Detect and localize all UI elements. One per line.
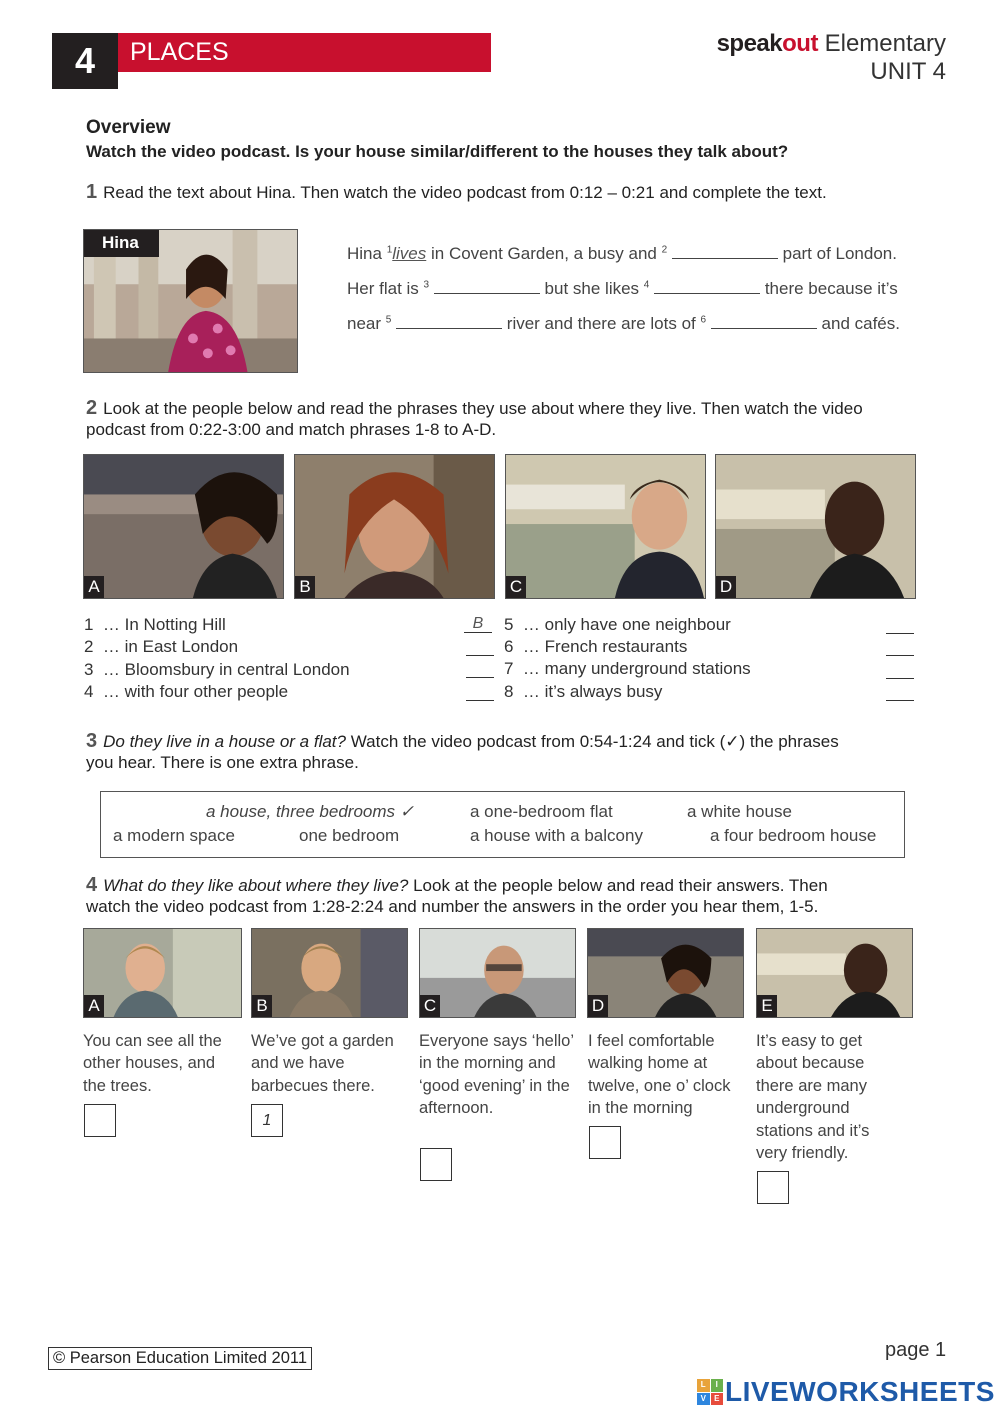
- answer-text-e: It’s easy to get about because there are many underground stations and it’s very friendly.: [756, 1032, 870, 1163]
- answer-text-b: We’ve got a garden and we have barbecues there.: [251, 1032, 394, 1095]
- order-box-a[interactable]: [84, 1104, 116, 1137]
- ex1-line3: [347, 314, 900, 334]
- item-text: … Bloomsbury in central London: [102, 660, 350, 679]
- list-item: [504, 659, 751, 679]
- phrase-option[interactable]: a one-bedroom flat: [470, 802, 613, 821]
- ex4-photo-e: [756, 928, 913, 1018]
- liveworksheets-text: LIVEWORKSHEETS: [725, 1376, 995, 1407]
- match-answer-2[interactable]: [466, 639, 494, 656]
- match-answer-4[interactable]: [466, 684, 494, 701]
- phrase-option[interactable]: a white house: [687, 802, 792, 821]
- ex2-photo-b: [294, 454, 495, 599]
- answer-text-c: Everyone says ‘hello’ in the morning and ‘good evening’ in the afternoon.: [419, 1032, 574, 1118]
- unit-number-box: [52, 33, 118, 89]
- ex3-instruction: [86, 730, 926, 773]
- phrase-option[interactable]: one bedroom: [299, 826, 400, 845]
- hina-photo: [83, 229, 298, 373]
- match-answer-5[interactable]: [886, 617, 914, 634]
- ex3-instruction-l1: Watch the video podcast from 0:54-1:24 and tick (✓) the phrases: [346, 732, 839, 751]
- answer-text-d: I feel comfortable walking home at twelve, one o’ clock in the morning: [588, 1032, 731, 1118]
- ex4-photo-a: [83, 928, 242, 1018]
- list-item: [84, 637, 238, 657]
- ex4-photo-c-letter: C: [420, 995, 440, 1017]
- ex4-instruction-italic: What do they like about where they live?: [103, 876, 409, 895]
- brand-logo: [717, 30, 818, 57]
- list-item: [84, 682, 288, 702]
- ex4-instruction-l1: Look at the people below and read their answers. Then: [408, 876, 828, 895]
- phrase-option[interactable]: a house, three bedrooms ✓: [206, 802, 414, 821]
- match-answer-6[interactable]: [886, 639, 914, 656]
- overview-question: Watch the video podcast. Is your house similar/different to the houses they talk about?: [86, 142, 789, 161]
- ex1-line2-c: there because it’s: [764, 279, 898, 298]
- gap-2-field[interactable]: [672, 244, 778, 259]
- ex4-instruction: [86, 874, 926, 917]
- order-box-d[interactable]: [589, 1126, 621, 1159]
- ex2-instruction-l1: Look at the people below and read the phrases they use about where they live. Then watch the video: [103, 399, 863, 418]
- ex4-instruction-l2: watch the video podcast from 1:28-2:24 and number the answers in the order you hear them, 1-5.: [86, 897, 819, 916]
- level-label: Elementary: [824, 30, 946, 57]
- phrase-option[interactable]: a modern space: [113, 826, 235, 845]
- ex1-line2: [347, 279, 898, 299]
- ex1-line2-a: Her flat is: [347, 279, 424, 298]
- ex3-instruction-italic: Do they live in a house or a flat?: [103, 732, 346, 751]
- item-text: … many underground stations: [522, 659, 751, 678]
- ex3-number: 3: [86, 730, 98, 752]
- match-answer-8[interactable]: [886, 684, 914, 701]
- list-item: [504, 682, 662, 702]
- match-answer-1[interactable]: B: [464, 616, 492, 633]
- gap-number-4: 4: [643, 279, 650, 291]
- list-item: [504, 637, 687, 657]
- ex2-photo-a: [83, 454, 284, 599]
- ex4-photo-b: [251, 928, 408, 1018]
- match-answer-7[interactable]: [886, 662, 914, 679]
- ex4-photo-e-letter: E: [757, 995, 777, 1017]
- liveworksheets-logo-icon: L I V E: [697, 1379, 723, 1405]
- ex1-instruction-text: Read the text about Hina. Then watch the video podcast from 0:12 – 0:21 and complete the text.: [103, 183, 827, 202]
- item-number: 2: [84, 637, 94, 656]
- gap-number-5: 5: [385, 314, 392, 326]
- ex3-instruction-l2: you hear. There is one extra phrase.: [86, 753, 359, 772]
- ex1-line3-a: near: [347, 314, 386, 333]
- copyright-notice: © Pearson Education Limited 2011: [48, 1347, 312, 1370]
- gap-6-field[interactable]: [711, 314, 817, 329]
- gap-1-answer[interactable]: lives: [392, 244, 427, 263]
- ex1-line1-c: part of London.: [782, 244, 897, 263]
- brand-logo-speak: speak: [716, 30, 783, 57]
- item-number: 7: [504, 659, 514, 678]
- liveworksheets-watermark: [697, 1376, 995, 1408]
- phrase-option[interactable]: a house with a balcony: [470, 826, 643, 845]
- item-text: … it’s always busy: [522, 682, 663, 701]
- item-text: … with four other people: [102, 682, 289, 701]
- ex1-line3-c: and cafés.: [821, 314, 900, 333]
- ex4-photo-a-letter: A: [84, 995, 104, 1017]
- phrase-box: [100, 791, 905, 858]
- item-text: … In Notting Hill: [102, 615, 226, 634]
- item-text: … French restaurants: [522, 637, 688, 656]
- list-item: [84, 660, 350, 680]
- gap-number-1: 1: [386, 244, 393, 256]
- match-answer-3[interactable]: [466, 661, 494, 678]
- brand-block: [717, 30, 946, 86]
- ex1-line2-b: but she likes: [539, 279, 644, 298]
- item-number: 6: [504, 637, 514, 656]
- overview-heading: Overview: [86, 117, 171, 138]
- ex4-photo-c: [419, 928, 576, 1018]
- item-number: 5: [504, 615, 514, 634]
- ex2-instruction: [86, 397, 926, 440]
- gap-4-field[interactable]: [654, 279, 760, 294]
- ex2-photo-a-letter: A: [84, 576, 104, 598]
- ex4-photo-b-letter: B: [252, 995, 272, 1017]
- gap-number-6: 6: [700, 314, 707, 326]
- brand-logo-out: out: [782, 30, 818, 57]
- ex1-line1-b: in Covent Garden, a busy and: [426, 244, 662, 263]
- item-number: 4: [84, 682, 94, 701]
- answer-text-a: You can see all the other houses, and the trees.: [83, 1032, 222, 1095]
- item-number: 8: [504, 682, 514, 701]
- list-item: [84, 615, 226, 635]
- ex2-photo-b-letter: B: [295, 576, 315, 598]
- order-box-b[interactable]: 1: [251, 1104, 283, 1137]
- ex2-photo-d-letter: D: [716, 576, 736, 598]
- unit-title: PLACES: [130, 38, 229, 66]
- gap-5-field[interactable]: [396, 314, 502, 329]
- ex4-photo-d-letter: D: [588, 995, 608, 1017]
- ex1-number: 1: [86, 181, 98, 203]
- unit-number: 4: [74, 40, 96, 81]
- order-box-c[interactable]: [420, 1148, 452, 1181]
- gap-number-2: 2: [661, 244, 668, 256]
- ex2-number: 2: [86, 397, 98, 419]
- item-text: … in East London: [102, 637, 239, 656]
- ex4-number: 4: [86, 874, 98, 896]
- order-box-e[interactable]: [757, 1171, 789, 1204]
- ex1-line3-b: river and there are lots of: [506, 314, 701, 333]
- ex2-photo-c: [505, 454, 706, 599]
- hina-photo-label: Hina: [84, 230, 159, 257]
- ex1-instruction: [86, 181, 827, 204]
- phrase-option[interactable]: a four bedroom house: [710, 826, 877, 845]
- gap-3-field[interactable]: [434, 279, 540, 294]
- ex4-photo-d: [587, 928, 744, 1018]
- ex1-line1: [347, 244, 897, 264]
- gap-number-3: 3: [423, 279, 430, 291]
- ex2-photo-d: [715, 454, 916, 599]
- ex1-line1-a: Hina: [347, 244, 387, 263]
- list-item: [504, 615, 731, 635]
- ex2-instruction-l2: podcast from 0:22-3:00 and match phrases 1-8 to A-D.: [86, 420, 497, 439]
- unit-label: UNIT 4: [870, 58, 946, 85]
- item-number: 3: [84, 660, 94, 679]
- page-number: page 1: [885, 1339, 947, 1361]
- item-text: … only have one neighbour: [522, 615, 731, 634]
- unit-title-bar: [118, 33, 491, 72]
- ex2-photo-c-letter: C: [506, 576, 526, 598]
- item-number: 1: [84, 615, 94, 634]
